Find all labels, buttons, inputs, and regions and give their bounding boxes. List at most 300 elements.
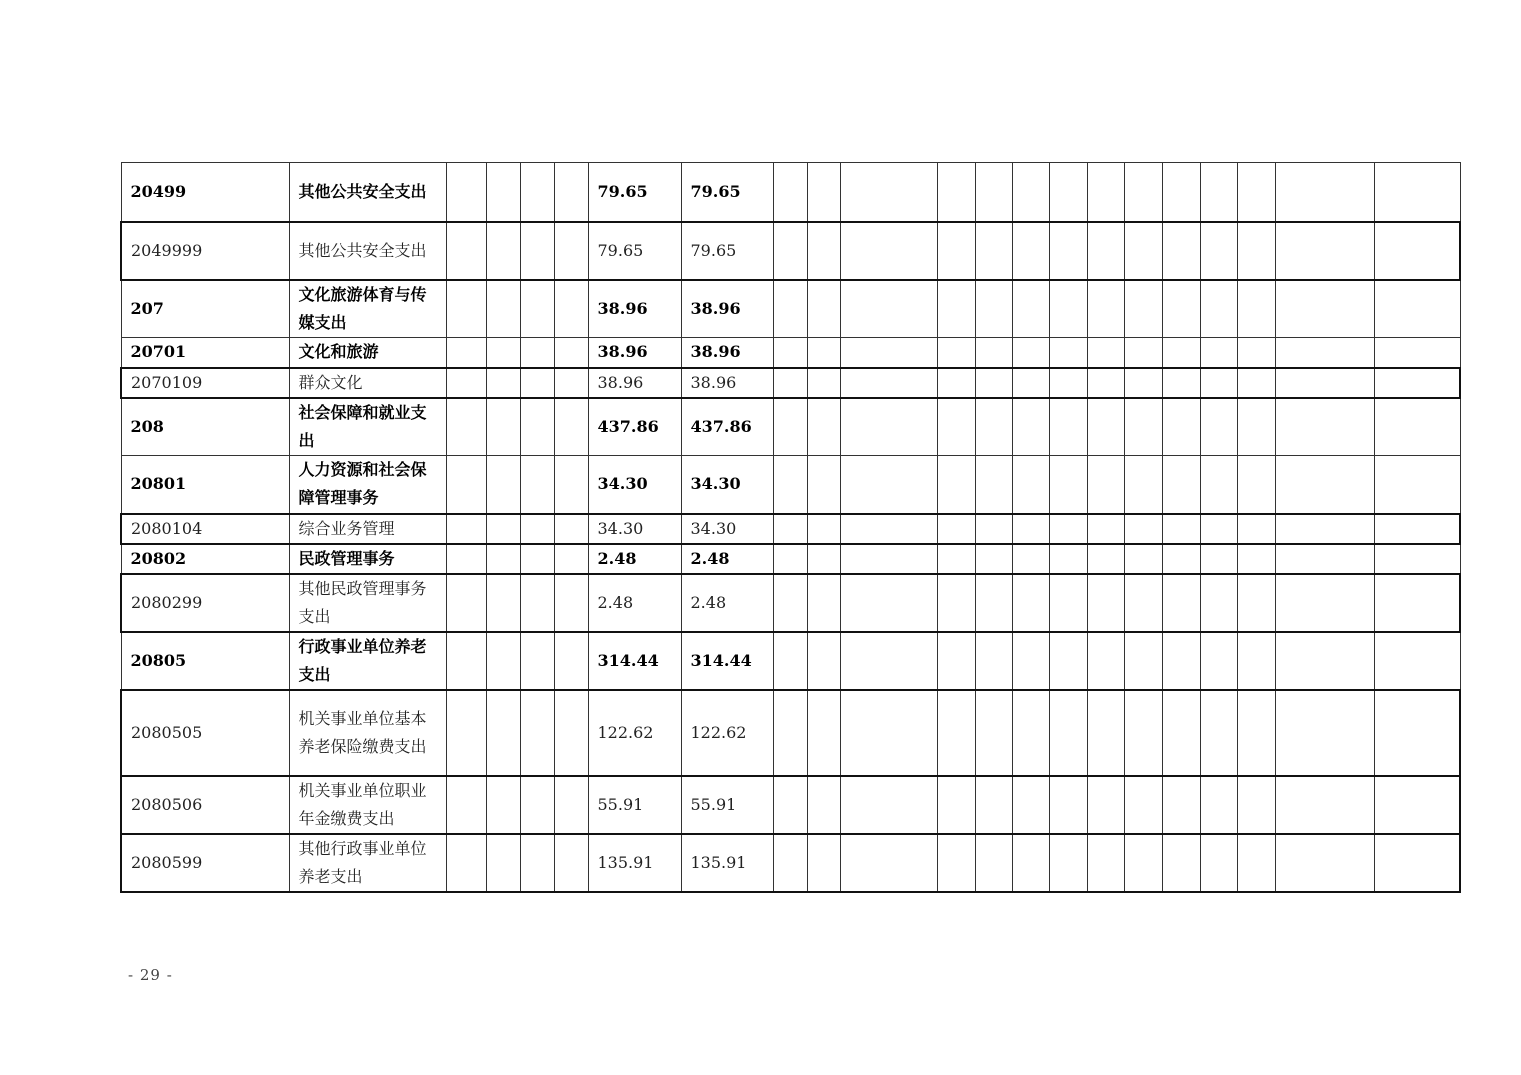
cell-code: 2080104 xyxy=(121,514,289,544)
cell-empty xyxy=(1087,280,1124,338)
cell-empty xyxy=(520,544,554,574)
cell-empty xyxy=(1124,338,1162,368)
cell-empty xyxy=(1275,690,1374,776)
cell-empty xyxy=(1200,398,1237,456)
cell-code: 2080505 xyxy=(121,690,289,776)
cell-empty xyxy=(840,574,937,632)
cell-empty xyxy=(446,776,486,834)
cell-empty xyxy=(840,834,937,892)
cell-empty xyxy=(1049,834,1087,892)
cell-empty xyxy=(1237,574,1275,632)
table-row xyxy=(121,544,1460,574)
cell-empty xyxy=(1049,690,1087,776)
cell-name: 文化旅游体育与传媒支出 xyxy=(289,280,446,338)
cell-amount-basic: 34.30 xyxy=(681,456,773,514)
cell-empty xyxy=(975,222,1012,280)
cell-empty xyxy=(1237,368,1275,398)
cell-empty xyxy=(1124,574,1162,632)
cell-amount-total: 55.91 xyxy=(588,776,681,834)
cell-empty xyxy=(1049,456,1087,514)
cell-name: 行政事业单位养老支出 xyxy=(289,632,446,690)
cell-amount-total: 38.96 xyxy=(588,368,681,398)
cell-name: 其他公共安全支出 xyxy=(289,163,446,222)
cell-empty xyxy=(446,690,486,776)
cell-amount-total: 314.44 xyxy=(588,632,681,690)
cell-empty xyxy=(1237,514,1275,544)
cell-empty xyxy=(1049,222,1087,280)
cell-empty xyxy=(1124,398,1162,456)
cell-empty xyxy=(554,398,588,456)
cell-empty xyxy=(446,544,486,574)
cell-empty xyxy=(1200,163,1237,222)
table-row xyxy=(121,368,1460,398)
cell-empty xyxy=(1162,163,1200,222)
cell-empty xyxy=(520,834,554,892)
cell-empty xyxy=(520,163,554,222)
cell-empty xyxy=(486,834,520,892)
cell-empty xyxy=(1162,690,1200,776)
cell-empty xyxy=(773,834,807,892)
cell-empty xyxy=(975,280,1012,338)
cell-empty xyxy=(807,776,840,834)
cell-empty xyxy=(975,574,1012,632)
cell-empty xyxy=(1162,280,1200,338)
cell-code: 2080506 xyxy=(121,776,289,834)
cell-code: 20805 xyxy=(121,632,289,690)
cell-empty xyxy=(1049,514,1087,544)
cell-empty xyxy=(1237,163,1275,222)
cell-empty xyxy=(840,368,937,398)
cell-empty xyxy=(1012,280,1049,338)
cell-empty xyxy=(1374,163,1460,222)
cell-empty xyxy=(807,514,840,544)
cell-empty xyxy=(840,222,937,280)
cell-empty xyxy=(1087,368,1124,398)
table-row xyxy=(121,222,1460,280)
cell-empty xyxy=(486,574,520,632)
cell-empty xyxy=(520,574,554,632)
cell-name: 群众文化 xyxy=(289,368,446,398)
cell-empty xyxy=(1049,398,1087,456)
cell-empty xyxy=(486,368,520,398)
cell-empty xyxy=(840,514,937,544)
cell-amount-basic: 55.91 xyxy=(681,776,773,834)
cell-empty xyxy=(937,544,975,574)
cell-empty xyxy=(807,338,840,368)
cell-empty xyxy=(773,690,807,776)
cell-empty xyxy=(1049,632,1087,690)
cell-code: 2080599 xyxy=(121,834,289,892)
cell-empty xyxy=(520,632,554,690)
cell-empty xyxy=(486,338,520,368)
cell-empty xyxy=(1012,690,1049,776)
cell-empty xyxy=(1275,514,1374,544)
cell-empty xyxy=(937,690,975,776)
cell-empty xyxy=(1012,398,1049,456)
cell-empty xyxy=(1275,338,1374,368)
cell-empty xyxy=(1162,574,1200,632)
cell-empty xyxy=(937,776,975,834)
cell-empty xyxy=(1162,776,1200,834)
cell-empty xyxy=(1275,398,1374,456)
cell-empty xyxy=(520,338,554,368)
table-row xyxy=(121,690,1460,776)
cell-empty xyxy=(840,544,937,574)
cell-amount-basic: 314.44 xyxy=(681,632,773,690)
cell-empty xyxy=(1162,632,1200,690)
cell-empty xyxy=(1237,834,1275,892)
cell-empty xyxy=(975,338,1012,368)
cell-empty xyxy=(1275,544,1374,574)
cell-amount-total: 79.65 xyxy=(588,222,681,280)
cell-amount-total: 2.48 xyxy=(588,574,681,632)
cell-empty xyxy=(1275,456,1374,514)
cell-empty xyxy=(446,280,486,338)
cell-empty xyxy=(1200,834,1237,892)
cell-empty xyxy=(807,222,840,280)
cell-empty xyxy=(807,456,840,514)
cell-empty xyxy=(807,544,840,574)
cell-empty xyxy=(446,834,486,892)
cell-empty xyxy=(554,163,588,222)
cell-empty xyxy=(1162,456,1200,514)
cell-empty xyxy=(520,776,554,834)
cell-empty xyxy=(1374,690,1460,776)
cell-name: 其他行政事业单位养老支出 xyxy=(289,834,446,892)
cell-amount-total: 38.96 xyxy=(588,280,681,338)
cell-empty xyxy=(807,280,840,338)
cell-empty xyxy=(1275,222,1374,280)
cell-empty xyxy=(446,338,486,368)
cell-code: 2080299 xyxy=(121,574,289,632)
cell-empty xyxy=(520,398,554,456)
cell-empty xyxy=(1275,163,1374,222)
cell-empty xyxy=(1200,544,1237,574)
cell-empty xyxy=(937,368,975,398)
cell-empty xyxy=(1012,514,1049,544)
cell-empty xyxy=(520,280,554,338)
cell-code: 2049999 xyxy=(121,222,289,280)
cell-amount-basic: 34.30 xyxy=(681,514,773,544)
cell-empty xyxy=(1162,338,1200,368)
cell-empty xyxy=(520,514,554,544)
cell-name: 社会保障和就业支出 xyxy=(289,398,446,456)
cell-empty xyxy=(1012,368,1049,398)
cell-code: 20801 xyxy=(121,456,289,514)
cell-empty xyxy=(1012,544,1049,574)
cell-amount-total: 34.30 xyxy=(588,514,681,544)
cell-name: 综合业务管理 xyxy=(289,514,446,544)
cell-empty xyxy=(1162,514,1200,544)
cell-empty xyxy=(486,544,520,574)
cell-empty xyxy=(937,338,975,368)
cell-name: 民政管理事务 xyxy=(289,544,446,574)
cell-empty xyxy=(446,368,486,398)
cell-amount-total: 34.30 xyxy=(588,456,681,514)
cell-empty xyxy=(520,690,554,776)
cell-empty xyxy=(486,398,520,456)
cell-empty xyxy=(1374,456,1460,514)
table-row xyxy=(121,338,1460,368)
cell-empty xyxy=(486,222,520,280)
cell-amount-basic: 2.48 xyxy=(681,574,773,632)
cell-empty xyxy=(1200,632,1237,690)
cell-empty xyxy=(1012,632,1049,690)
cell-empty xyxy=(1237,544,1275,574)
cell-empty xyxy=(937,222,975,280)
cell-empty xyxy=(1200,368,1237,398)
cell-empty xyxy=(1087,163,1124,222)
cell-empty xyxy=(1124,632,1162,690)
cell-empty xyxy=(1012,834,1049,892)
cell-empty xyxy=(1162,398,1200,456)
cell-empty xyxy=(1275,574,1374,632)
table-row xyxy=(121,280,1460,338)
table-body xyxy=(121,163,1460,892)
cell-empty xyxy=(773,776,807,834)
cell-code: 208 xyxy=(121,398,289,456)
table-row xyxy=(121,398,1460,456)
cell-empty xyxy=(1374,222,1460,280)
cell-empty xyxy=(1374,368,1460,398)
cell-empty xyxy=(975,456,1012,514)
cell-empty xyxy=(975,163,1012,222)
cell-empty xyxy=(520,222,554,280)
cell-empty xyxy=(520,368,554,398)
cell-empty xyxy=(1087,632,1124,690)
cell-empty xyxy=(1200,456,1237,514)
cell-empty xyxy=(554,690,588,776)
budget-table xyxy=(120,162,1461,893)
cell-amount-basic: 38.96 xyxy=(681,368,773,398)
table-row xyxy=(121,776,1460,834)
cell-empty xyxy=(1275,280,1374,338)
cell-empty xyxy=(1374,514,1460,544)
cell-empty xyxy=(1012,163,1049,222)
cell-empty xyxy=(1012,776,1049,834)
cell-empty xyxy=(486,280,520,338)
cell-empty xyxy=(1087,456,1124,514)
cell-amount-total: 122.62 xyxy=(588,690,681,776)
cell-empty xyxy=(486,456,520,514)
cell-empty xyxy=(1049,574,1087,632)
cell-empty xyxy=(1237,398,1275,456)
cell-empty xyxy=(807,398,840,456)
cell-empty xyxy=(1124,544,1162,574)
cell-empty xyxy=(975,398,1012,456)
cell-empty xyxy=(1374,574,1460,632)
cell-empty xyxy=(1200,280,1237,338)
cell-empty xyxy=(975,776,1012,834)
cell-empty xyxy=(773,574,807,632)
cell-empty xyxy=(773,222,807,280)
cell-empty xyxy=(773,163,807,222)
table-row xyxy=(121,456,1460,514)
cell-empty xyxy=(446,632,486,690)
cell-empty xyxy=(975,690,1012,776)
cell-empty xyxy=(1237,456,1275,514)
cell-empty xyxy=(773,368,807,398)
cell-empty xyxy=(1087,776,1124,834)
cell-empty xyxy=(937,280,975,338)
cell-empty xyxy=(773,280,807,338)
cell-empty xyxy=(840,456,937,514)
cell-code: 2070109 xyxy=(121,368,289,398)
table-row xyxy=(121,514,1460,544)
cell-empty xyxy=(1275,834,1374,892)
cell-empty xyxy=(554,456,588,514)
cell-empty xyxy=(554,338,588,368)
cell-empty xyxy=(1275,368,1374,398)
cell-empty xyxy=(975,544,1012,574)
cell-empty xyxy=(554,544,588,574)
cell-empty xyxy=(840,398,937,456)
cell-empty xyxy=(1087,222,1124,280)
cell-empty xyxy=(554,368,588,398)
cell-empty xyxy=(807,368,840,398)
cell-empty xyxy=(937,456,975,514)
cell-empty xyxy=(1049,338,1087,368)
cell-empty xyxy=(1237,338,1275,368)
cell-empty xyxy=(1049,280,1087,338)
cell-empty xyxy=(1200,338,1237,368)
cell-empty xyxy=(1124,368,1162,398)
cell-empty xyxy=(1275,632,1374,690)
cell-empty xyxy=(554,222,588,280)
cell-empty xyxy=(1049,368,1087,398)
table-row xyxy=(121,834,1460,892)
cell-amount-basic: 79.65 xyxy=(681,222,773,280)
cell-empty xyxy=(1374,280,1460,338)
table-row xyxy=(121,163,1460,222)
cell-empty xyxy=(1374,632,1460,690)
cell-amount-total: 2.48 xyxy=(588,544,681,574)
cell-empty xyxy=(1087,398,1124,456)
cell-empty xyxy=(975,834,1012,892)
cell-empty xyxy=(554,632,588,690)
cell-empty xyxy=(446,456,486,514)
cell-amount-basic: 437.86 xyxy=(681,398,773,456)
cell-empty xyxy=(937,163,975,222)
cell-amount-basic: 135.91 xyxy=(681,834,773,892)
cell-name: 其他民政管理事务支出 xyxy=(289,574,446,632)
cell-empty xyxy=(1049,776,1087,834)
cell-code: 20499 xyxy=(121,163,289,222)
cell-empty xyxy=(554,776,588,834)
cell-empty xyxy=(1374,776,1460,834)
cell-empty xyxy=(1087,690,1124,776)
cell-empty xyxy=(807,574,840,632)
cell-empty xyxy=(1237,776,1275,834)
cell-empty xyxy=(937,574,975,632)
cell-empty xyxy=(975,514,1012,544)
cell-empty xyxy=(1374,544,1460,574)
cell-empty xyxy=(1049,163,1087,222)
cell-empty xyxy=(840,280,937,338)
cell-empty xyxy=(486,632,520,690)
cell-empty xyxy=(773,398,807,456)
cell-empty xyxy=(446,574,486,632)
cell-empty xyxy=(807,834,840,892)
cell-amount-basic: 38.96 xyxy=(681,280,773,338)
cell-empty xyxy=(1200,222,1237,280)
table-row xyxy=(121,574,1460,632)
cell-code: 20701 xyxy=(121,338,289,368)
cell-empty xyxy=(1124,163,1162,222)
cell-empty xyxy=(937,632,975,690)
cell-code: 207 xyxy=(121,280,289,338)
cell-empty xyxy=(486,163,520,222)
cell-empty xyxy=(1374,338,1460,368)
cell-empty xyxy=(840,776,937,834)
cell-empty xyxy=(1200,690,1237,776)
cell-empty xyxy=(975,632,1012,690)
cell-amount-basic: 38.96 xyxy=(681,338,773,368)
cell-empty xyxy=(1237,280,1275,338)
cell-empty xyxy=(554,514,588,544)
cell-empty xyxy=(1200,514,1237,544)
cell-amount-total: 38.96 xyxy=(588,338,681,368)
cell-empty xyxy=(840,632,937,690)
cell-empty xyxy=(1162,544,1200,574)
cell-empty xyxy=(1275,776,1374,834)
cell-empty xyxy=(1237,222,1275,280)
cell-empty xyxy=(807,690,840,776)
cell-empty xyxy=(446,163,486,222)
cell-empty xyxy=(773,632,807,690)
cell-empty xyxy=(554,574,588,632)
cell-empty xyxy=(1049,544,1087,574)
cell-empty xyxy=(1012,222,1049,280)
table-row xyxy=(121,632,1460,690)
cell-empty xyxy=(554,834,588,892)
cell-empty xyxy=(1124,514,1162,544)
cell-empty xyxy=(1237,632,1275,690)
cell-amount-basic: 122.62 xyxy=(681,690,773,776)
cell-empty xyxy=(1374,398,1460,456)
cell-name: 其他公共安全支出 xyxy=(289,222,446,280)
cell-amount-total: 135.91 xyxy=(588,834,681,892)
cell-empty xyxy=(1200,574,1237,632)
cell-empty xyxy=(840,163,937,222)
cell-empty xyxy=(1237,690,1275,776)
cell-empty xyxy=(1200,776,1237,834)
cell-empty xyxy=(773,544,807,574)
cell-empty xyxy=(486,690,520,776)
cell-empty xyxy=(1012,338,1049,368)
cell-empty xyxy=(773,514,807,544)
cell-empty xyxy=(1124,222,1162,280)
cell-empty xyxy=(840,338,937,368)
cell-empty xyxy=(937,398,975,456)
cell-empty xyxy=(1087,514,1124,544)
cell-empty xyxy=(773,456,807,514)
cell-empty xyxy=(807,632,840,690)
cell-empty xyxy=(1124,834,1162,892)
cell-empty xyxy=(1087,338,1124,368)
cell-name: 机关事业单位基本养老保险缴费支出 xyxy=(289,690,446,776)
cell-empty xyxy=(807,163,840,222)
cell-empty xyxy=(446,398,486,456)
cell-empty xyxy=(1087,834,1124,892)
cell-name: 人力资源和社会保障管理事务 xyxy=(289,456,446,514)
cell-empty xyxy=(1374,834,1460,892)
cell-empty xyxy=(937,514,975,544)
cell-amount-basic: 79.65 xyxy=(681,163,773,222)
cell-empty xyxy=(446,222,486,280)
cell-empty xyxy=(1087,544,1124,574)
cell-empty xyxy=(1012,574,1049,632)
